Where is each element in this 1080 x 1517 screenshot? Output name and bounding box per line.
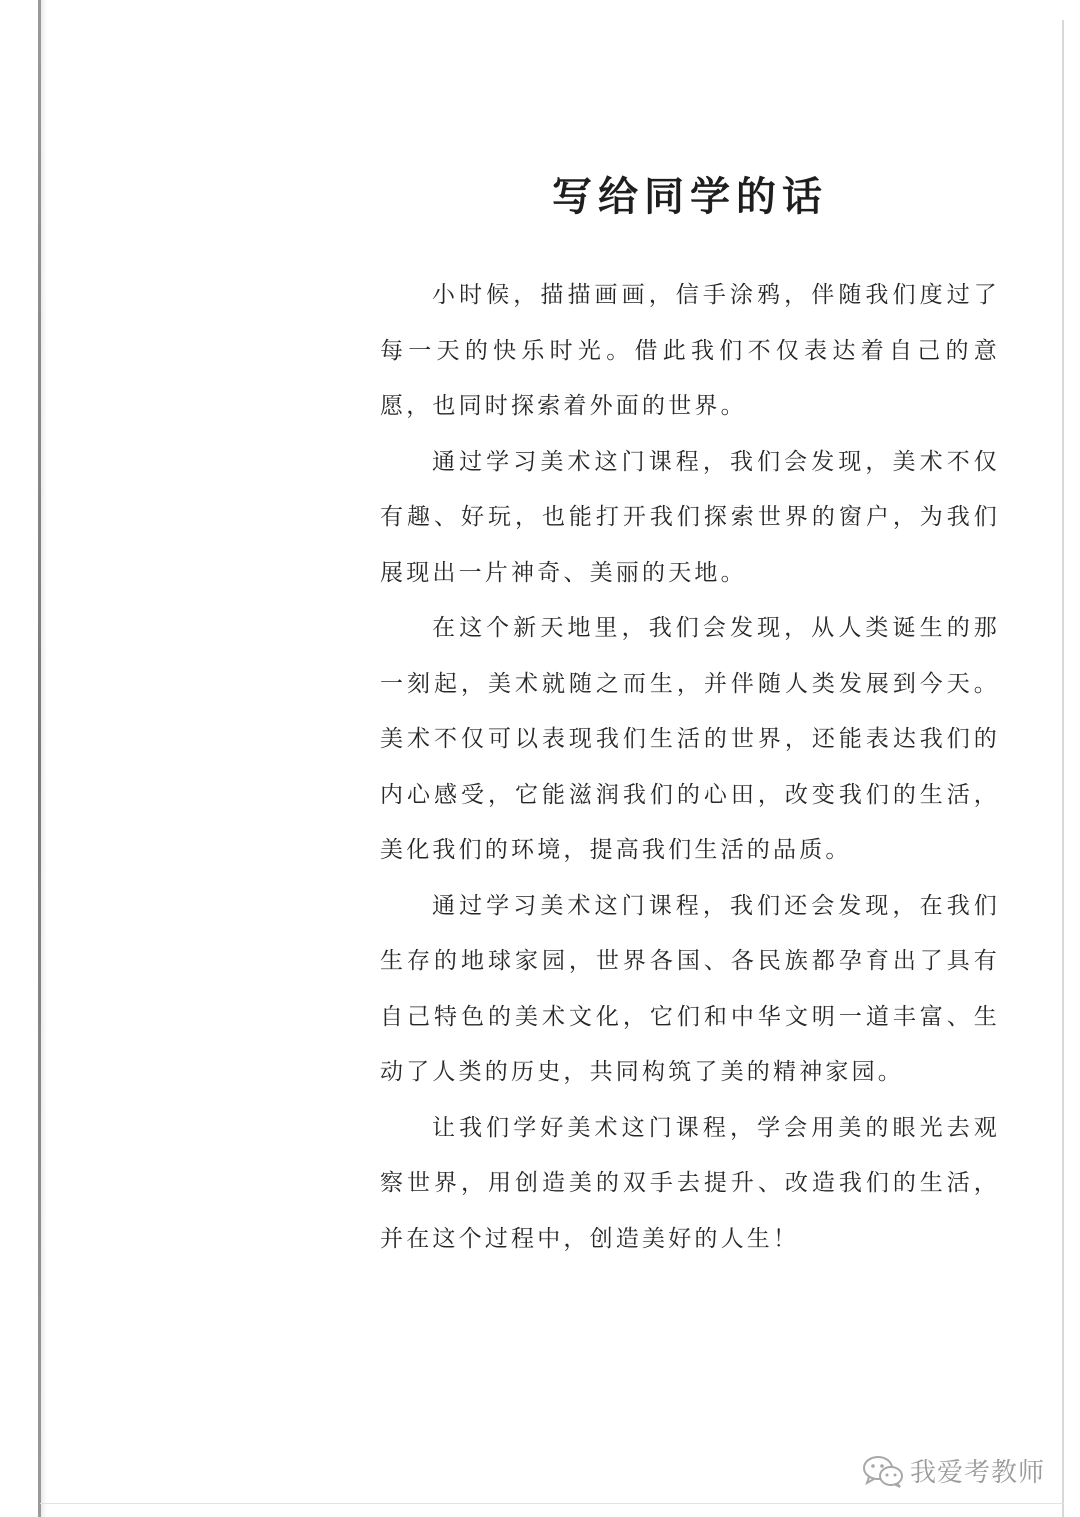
page-left-shadow	[41, 0, 47, 1517]
page-right-edge	[1062, 20, 1064, 1517]
paragraph-4: 通过学习美术这门课程，我们还会发现，在我们生存的地球家园，世界各国、各民族都孕育出了具有自己特色的美术文化，它们和中华文明一道丰富、生动了人类的历史，共同构筑了美的精神家园。	[380, 892, 1000, 1085]
watermark	[862, 1452, 1045, 1489]
paragraph-2: 通过学习美术这门课程，我们会发现，美术不仅有趣、好玩，也能打开我们探索世界的窗户，为我们展现出一片神奇、美丽的天地。	[380, 448, 1000, 586]
body-text	[380, 268, 1000, 1267]
paragraph-1: 小时候，描描画画，信手涂鸦，伴随我们度过了每一天的快乐时光。借此我们不仅表达着自己的意愿，也同时探索着外面的世界。	[380, 282, 1000, 419]
page-title: 写给同学的话	[552, 172, 828, 220]
paragraph-3: 在这个新天地里，我们会发现，从人类诞生的那一刻起，美术就随之而生，并伴随人类发展到今天。美术不仅可以表现我们生活的世界，还能表达我们的内心感受，它能滋润我们的心田，改变我们的生活，美化我们的环境，提高我们生活的品质。	[380, 615, 1000, 863]
paragraph-5: 让我们学好美术这门课程，学会用美的眼光去观察世界，用创造美的双手去提升、改造我们的生活，并在这个过程中，创造美好的人生！	[380, 1114, 1000, 1252]
wechat-icon	[862, 1454, 904, 1488]
watermark-text: 我爱考教师	[910, 1458, 1046, 1488]
page-bottom-edge	[40, 1503, 1064, 1504]
